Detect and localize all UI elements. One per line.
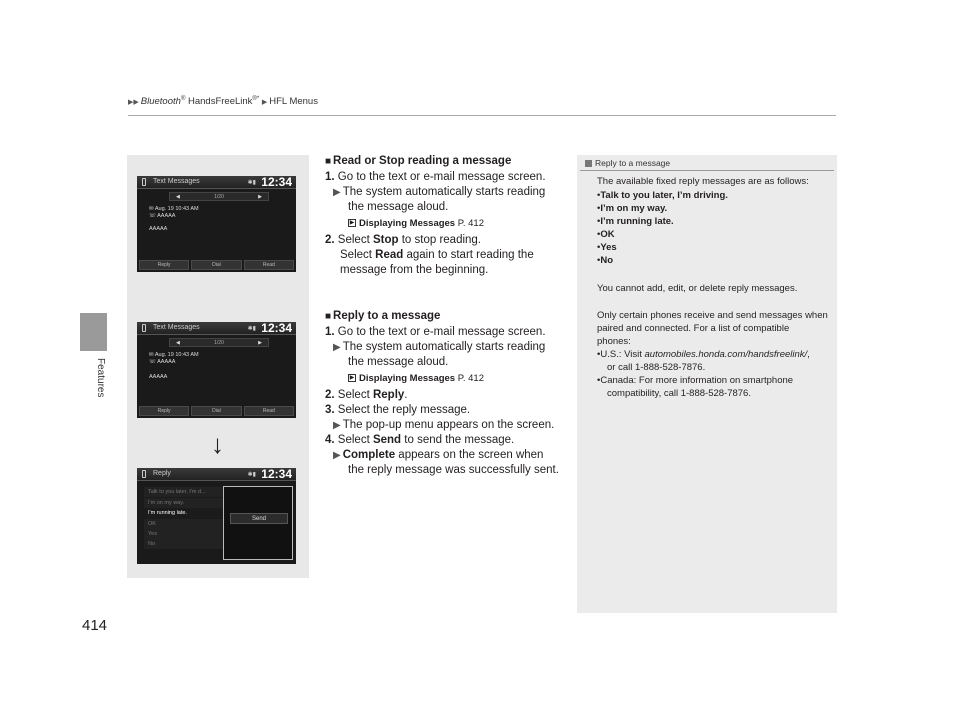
note-intro: The available fixed reply messages are as follows: <box>597 176 809 187</box>
message-from: ☏ AAAAA <box>149 359 176 365</box>
section-label <box>93 358 107 448</box>
step-sub-text-cont: the reply message was successfully sent. <box>348 464 559 476</box>
read-heading-text: Read or Stop reading a message <box>333 155 512 167</box>
stop-label: Stop <box>372 234 399 246</box>
note-list-text: OK <box>600 229 615 240</box>
note-paragraph: Only certain phones receive and send messages when <box>597 310 828 321</box>
note-list-item: •I’m on my way. <box>597 203 668 214</box>
message-date: Aug. 19 10:43 AM <box>154 206 199 212</box>
status-icon: ✱▮ <box>247 326 256 332</box>
reply-step1-sub <box>333 340 545 356</box>
note-list-text: Yes <box>600 242 617 253</box>
screen-reply <box>137 468 296 564</box>
chevron-right-icon: ▶ <box>333 187 341 198</box>
xref-page: P. 412 <box>457 373 484 384</box>
reply-label: Reply <box>372 389 405 401</box>
screen-clock: 12:34 <box>261 468 292 481</box>
reply-heading-text: Reply to a message <box>333 310 441 322</box>
reply-option[interactable]: Talk to you later, I'm d... <box>144 487 234 497</box>
note-text: or call 1-888-528-7876. <box>607 362 706 373</box>
complete-label: Complete <box>342 449 396 461</box>
header-rule <box>128 115 836 116</box>
step-number: 2. <box>325 234 335 246</box>
step-text: to send the message. <box>401 434 515 446</box>
message-body: AAAAA <box>149 226 168 232</box>
read-step2 <box>325 233 481 249</box>
dial-softkey[interactable]: Dial <box>191 260 241 270</box>
screen-title: Text Messages <box>153 324 200 331</box>
section-tab <box>80 313 107 351</box>
read-step2-c: message from the beginning. <box>340 264 489 276</box>
note-rule <box>580 170 834 171</box>
message-sender: AAAAA <box>157 213 176 219</box>
reply-step2 <box>325 388 408 404</box>
chevron-right-icon: ▶ <box>333 450 341 461</box>
next-icon: ▶ <box>258 194 262 200</box>
screen-title: Text Messages <box>153 178 200 185</box>
status-icon: ✱▮ <box>247 180 256 186</box>
prev-icon: ◀ <box>176 194 180 200</box>
xref-displaying-messages[interactable] <box>348 373 484 384</box>
screen-text-messages-1 <box>137 176 296 272</box>
reply-option[interactable]: I'm on my way. <box>144 498 234 508</box>
note-text: , <box>807 349 810 360</box>
reply-heading <box>325 310 440 322</box>
chevron-right-icon: ▶ <box>333 342 341 353</box>
step-text: Select <box>337 234 373 246</box>
breadcrumb-arrow-icon: ▶▶ <box>128 99 139 107</box>
page-number: 414 <box>82 617 108 634</box>
xref-displaying-messages[interactable] <box>348 218 484 229</box>
read-heading <box>325 155 511 167</box>
phone-icon <box>142 178 146 186</box>
down-arrow-icon: ↓ <box>211 429 224 459</box>
softkeys <box>139 260 294 270</box>
step-sub-text: The system automatically starts reading <box>342 186 546 198</box>
section-square-icon: ■ <box>325 156 332 167</box>
step-sub-text-cont: the message aloud. <box>348 201 449 213</box>
screen-text-messages-2 <box>137 322 296 418</box>
reply-softkey[interactable]: Reply <box>139 260 189 270</box>
xref-label: Displaying Messages <box>359 373 456 384</box>
step-text: Go to the text or e-mail message screen. <box>337 326 546 338</box>
note-ca-item: •Canada: For more information on smartphone <box>597 375 794 386</box>
note-list-item: •Yes <box>597 242 617 253</box>
note-heading-text: Reply to a message <box>595 158 671 168</box>
step-text: Select the reply message. <box>337 404 471 416</box>
note-list-item: •I’m running late. <box>597 216 674 227</box>
status-icon: ✱▮ <box>247 472 256 478</box>
send-label: Send <box>372 434 402 446</box>
breadcrumb-hfl-menus: HFL Menus <box>269 96 318 108</box>
read-softkey[interactable]: Read <box>244 260 294 270</box>
step-number: 3. <box>325 404 335 416</box>
reply-option[interactable]: Yes <box>144 529 234 539</box>
note-list-item: •Talk to you later, I’m driving. <box>597 190 728 201</box>
message-meta: ✉ Aug. 19 10:43 AM <box>149 206 199 212</box>
send-popup <box>223 486 293 560</box>
softkeys <box>139 406 294 416</box>
reply-softkey[interactable]: Reply <box>139 406 189 416</box>
note-list-text: No <box>600 255 613 266</box>
chevron-right-icon: ▶ <box>333 420 341 431</box>
read-step1 <box>325 170 546 186</box>
xref-page: P. 412 <box>457 218 484 229</box>
reply-step4-sub <box>333 448 543 464</box>
screen-clock: 12:34 <box>261 176 292 189</box>
note-list-item: •OK <box>597 229 615 240</box>
note-paragraph: phones: <box>597 336 631 347</box>
step-number: 2. <box>325 389 335 401</box>
note-us-item: •U.S.: Visit automobiles.honda.com/handsfreelink/, <box>597 349 810 360</box>
breadcrumb-hfl: HandsFreeLink <box>185 96 253 108</box>
step-text: again to start reading the <box>403 249 534 261</box>
note-text: compatibility, call 1-888-528-7876. <box>607 388 751 399</box>
section-square-icon: ■ <box>325 311 332 322</box>
note-heading <box>585 158 670 168</box>
reply-step3-sub <box>333 418 554 434</box>
step-sub-text: The system automatically starts reading <box>342 341 546 353</box>
screen-header <box>137 322 296 335</box>
step-number: 4. <box>325 434 335 446</box>
message-meta: ✉ Aug. 19 10:43 AM <box>149 352 199 358</box>
phone-icon <box>142 324 146 332</box>
xref-arrow-icon: ▶ <box>349 375 355 382</box>
step-sub-text: The pop-up menu appears on the screen. <box>342 419 555 431</box>
reply-option[interactable]: OK <box>144 519 234 529</box>
note-list-text: I’m on my way. <box>600 203 668 214</box>
screen-header <box>137 468 296 481</box>
note-text: Canada: For more information on smartphone <box>600 375 794 386</box>
step-number: 1. <box>325 171 335 183</box>
read-step1-sub <box>333 185 545 201</box>
message-from: ☏ AAAAA <box>149 213 176 219</box>
dial-softkey[interactable]: Dial <box>191 406 241 416</box>
message-sender: AAAAA <box>157 359 176 365</box>
step-sub-text: appears on the screen when <box>395 449 544 461</box>
reply-option-selected[interactable]: I'm running late. <box>144 508 234 518</box>
xref-arrow-icon: ▶ <box>349 220 355 227</box>
note-icon <box>585 160 592 167</box>
pager-count: 1/20 <box>214 340 224 346</box>
step-text: Select <box>340 249 376 261</box>
read-label: Read <box>375 249 404 261</box>
phone-icon <box>142 470 146 478</box>
note-paragraph: paired and connected. For a list of compatible <box>597 323 790 334</box>
honda-link[interactable]: automobiles.honda.com/handsfreelink/ <box>644 349 808 360</box>
step-text: Select <box>337 434 373 446</box>
breadcrumb-bluetooth: Bluetooth <box>140 96 181 108</box>
pager <box>169 338 269 347</box>
send-button[interactable]: Send <box>230 513 288 524</box>
step-text: to stop reading. <box>398 234 482 246</box>
message-body: AAAAA <box>149 374 168 380</box>
step-text: Select <box>337 389 373 401</box>
breadcrumb-arrow-icon: ▶ <box>261 99 268 107</box>
message-date: Aug. 19 10:43 AM <box>154 352 199 358</box>
note-list-item: •No <box>597 255 613 266</box>
step-sub-text-cont: the message aloud. <box>348 356 449 368</box>
section-label-text: Features <box>95 358 106 398</box>
reply-option[interactable]: No <box>144 539 234 549</box>
read-softkey[interactable]: Read <box>244 406 294 416</box>
step-number: 1. <box>325 326 335 338</box>
next-icon: ▶ <box>258 340 262 346</box>
reply-step4 <box>325 433 514 449</box>
reply-step1 <box>325 325 546 341</box>
registered-mark-star: ®* <box>252 96 260 102</box>
note-paragraph: You cannot add, edit, or delete reply messages. <box>597 283 798 294</box>
step-text: Go to the text or e-mail message screen. <box>337 171 546 183</box>
note-text: U.S.: Visit <box>600 349 645 360</box>
xref-label: Displaying Messages <box>359 218 456 229</box>
prev-icon: ◀ <box>176 340 180 346</box>
screen-header <box>137 176 296 189</box>
note-list-text: I’m running late. <box>600 216 674 227</box>
screen-clock: 12:34 <box>261 322 292 335</box>
read-step2-b <box>340 248 534 264</box>
pager <box>169 192 269 201</box>
screen-title: Reply <box>153 470 171 477</box>
step-text: . <box>404 389 408 401</box>
pager-count: 1/20 <box>214 194 224 200</box>
note-list-text: Talk to you later, I’m driving. <box>600 190 728 201</box>
breadcrumb <box>128 96 318 107</box>
registered-mark: ® <box>180 96 186 102</box>
reply-step3 <box>325 403 470 419</box>
